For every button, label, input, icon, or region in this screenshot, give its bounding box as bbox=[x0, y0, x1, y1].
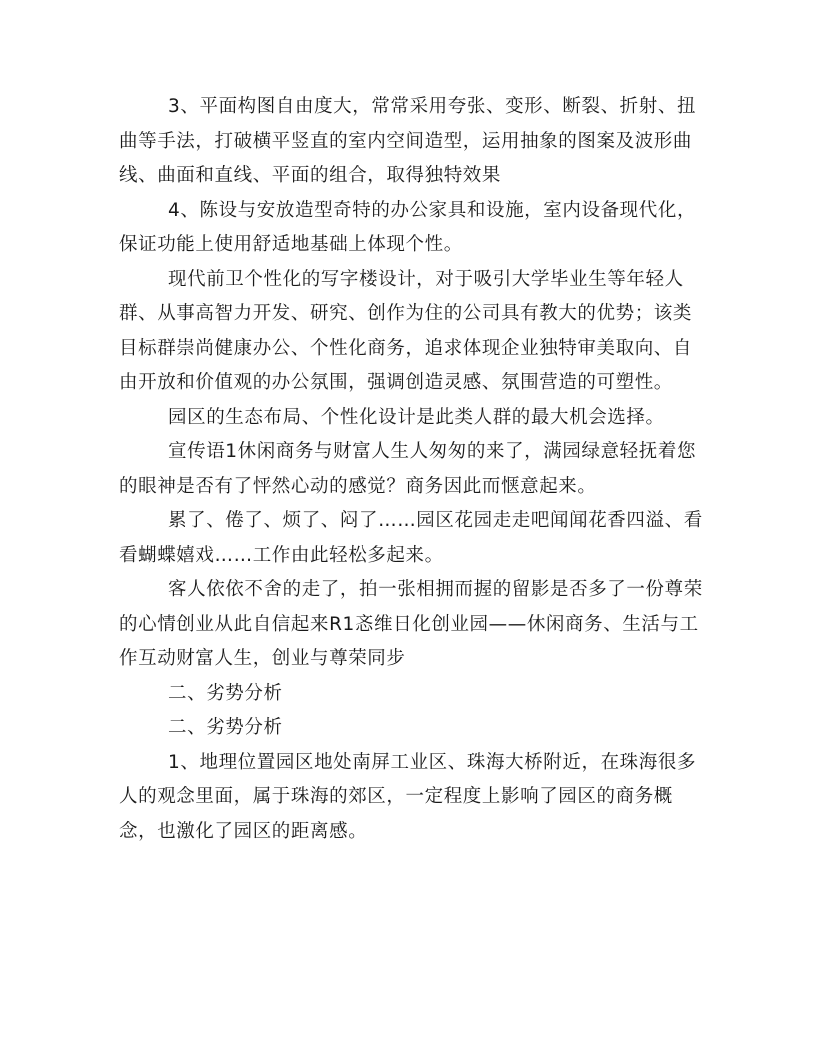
paragraph-slogan: 宣传语1休闲商务与财富人生人匆匆的来了，满园绿意轻抚着您的眼神是否有了怦然心动的感觉？商务因此而惬意起来。 bbox=[119, 441, 697, 497]
section-heading-weakness-repeat: 二、劣势分析 bbox=[168, 717, 283, 738]
paragraph-design-freedom: 3、平面构图自由度大，常常采用夸张、变形、断裂、折射、扭曲等手法，打破横平竖直的室内空间造型，运用抽象的图案及波形曲线、曲面和直线、平面的组合，取得独特效果 bbox=[119, 96, 697, 186]
paragraph-location: 1、地理位置园区地处南屏工业区、珠海大桥附近，在珠海很多人的观念里面，属于珠海的郊区，一定程度上影响了园区的商务概念，也激化了园区的距离感。 bbox=[119, 751, 697, 842]
paragraph-modern-office: 现代前卫个性化的写字楼设计，对于吸引大学毕业生等年轻人群、从事高智力开发、研究、创作为住的公司具有教大的优势；该类目标群崇尚健康办公、个性化商务，追求体现企业独特审美取向、自由开放和价值观的办公氛围，强调创造灵感、氛围营造的可塑性。 bbox=[119, 268, 693, 393]
paragraph-garden: 累了、倦了、烦了、闷了……园区花园走走吧闻闻花香四溢、看看蝴蝶嬉戏……工作由此轻松多起来。 bbox=[119, 510, 703, 566]
paragraph-furniture: 4、陈设与安放造型奇特的办公家具和设施，室内设备现代化，保证功能上使用舒适地基础上体现个性。 bbox=[119, 199, 697, 255]
section-heading-weakness: 二、劣势分析 bbox=[168, 682, 283, 704]
paragraph-eco-layout: 园区的生态布局、个性化设计是此类人群的最大机会选择。 bbox=[168, 406, 665, 428]
paragraph-guests: 客人依依不舍的走了，拍一张相拥而握的留影是否多了一份尊荣的心情创业从此自信起来R1忞维日化创业园——休闲商务、生活与工作互动财富人生，创业与尊荣同步 bbox=[119, 579, 703, 669]
document-body bbox=[119, 90, 703, 849]
